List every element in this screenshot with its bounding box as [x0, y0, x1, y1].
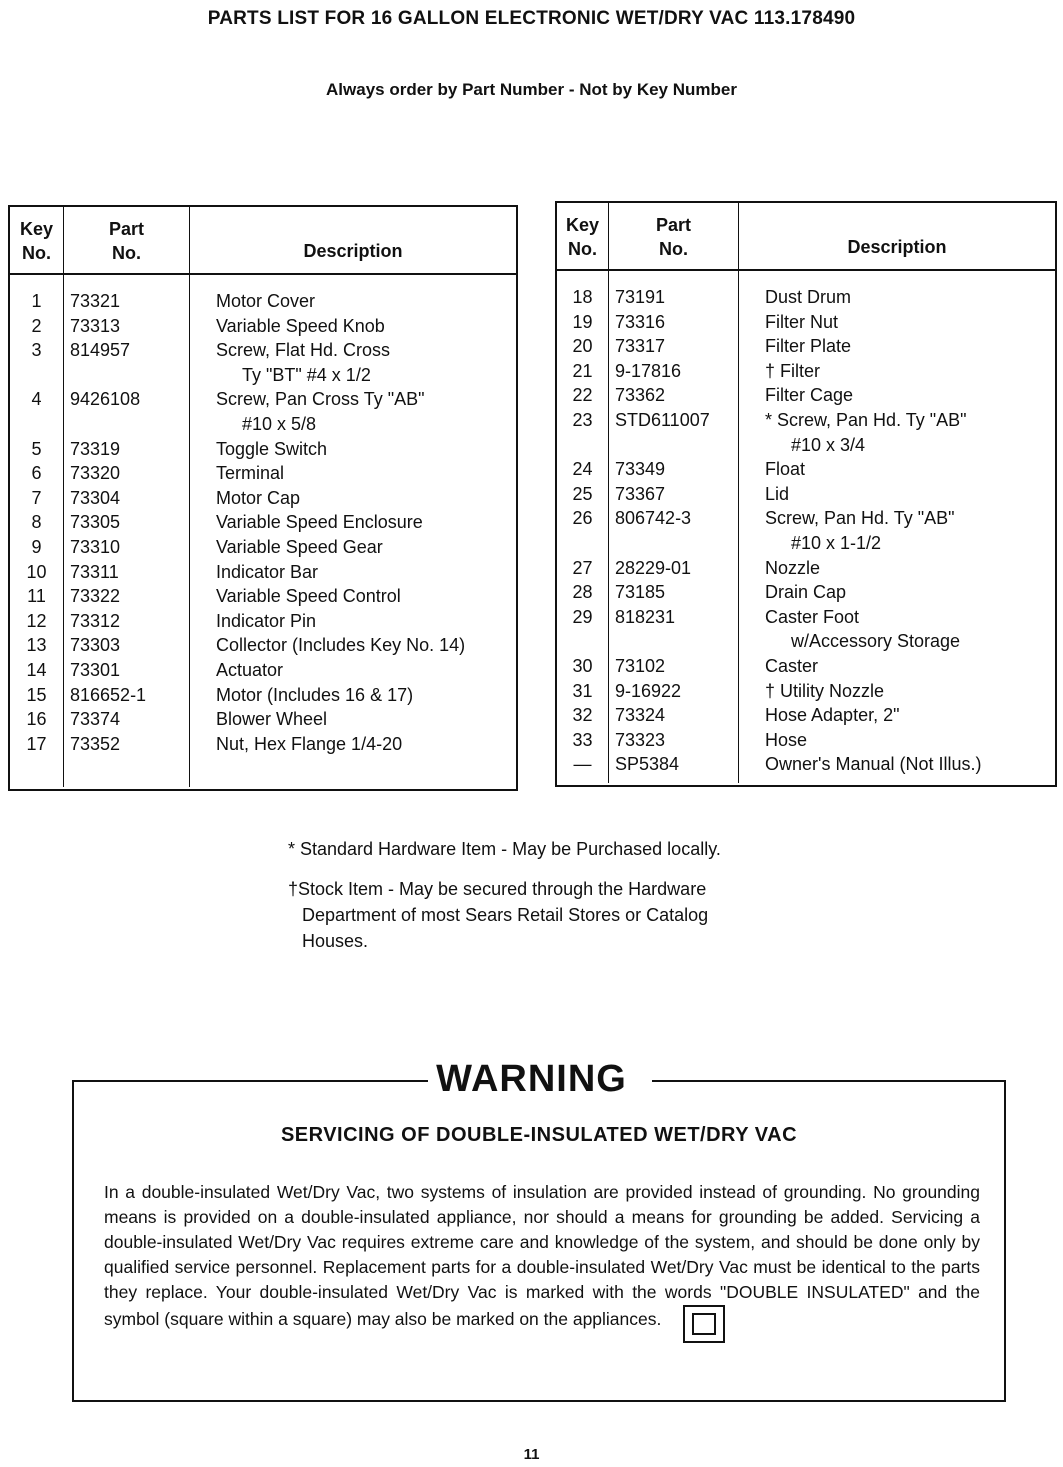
part-number: 806742-3 — [615, 508, 692, 529]
part-description: Filter Nut — [765, 311, 839, 332]
part-description: Nut, Hex Flange 1/4-20 — [216, 733, 403, 754]
key-number — [10, 363, 63, 388]
part-description: Owner's Manual (Not Illus.) — [765, 754, 982, 775]
key-number: 2 — [31, 315, 42, 336]
description-header: Description — [303, 241, 403, 261]
key-number: 14 — [26, 659, 47, 680]
key-number: 31 — [572, 680, 593, 701]
part-number: 73320 — [70, 463, 121, 484]
key-number: 22 — [572, 385, 593, 406]
description-column — [190, 275, 516, 787]
key-number: 3 — [31, 340, 42, 361]
part-description: #10 x 5/8 — [242, 413, 317, 434]
part-number — [64, 412, 189, 437]
part-description: #10 x 3/4 — [791, 434, 866, 455]
part-number: 73324 — [615, 705, 666, 726]
key-number: 16 — [26, 709, 47, 730]
key-number: 11 — [27, 586, 46, 607]
key-no-header: Key No. — [10, 207, 64, 273]
table-header — [10, 207, 516, 275]
part-description: Indicator Bar — [216, 561, 319, 582]
part-description: Drain Cap — [765, 582, 847, 603]
part-description: † Filter — [765, 360, 821, 381]
part-description: † Utility Nozzle — [765, 680, 885, 701]
key-number — [557, 531, 608, 556]
key-number: 13 — [26, 635, 47, 656]
key-number: 10 — [26, 561, 47, 582]
part-description: Lid — [765, 483, 790, 504]
part-description: Variable Speed Control — [216, 586, 401, 607]
part-number: 73102 — [615, 655, 666, 676]
part-number: 9426108 — [70, 389, 141, 410]
part-number: 818231 — [615, 606, 676, 627]
part-number: 814957 — [70, 340, 131, 361]
key-number: 8 — [31, 512, 42, 533]
page-number: 11 — [523, 1446, 540, 1463]
part-number: 73304 — [70, 487, 121, 508]
key-number — [557, 629, 608, 654]
part-no-header: Part No. — [609, 203, 739, 269]
part-description: * Screw, Pan Hd. Ty "AB" — [765, 409, 967, 430]
key-number: 5 — [31, 438, 42, 459]
part-number: 28229-01 — [615, 557, 692, 578]
standard-hardware-note: * Standard Hardware Item - May be Purchased locally. — [288, 839, 721, 859]
key-number: 32 — [572, 705, 593, 726]
key-number: 6 — [31, 463, 42, 484]
part-number — [609, 629, 738, 654]
part-number: 73301 — [70, 659, 121, 680]
part-number: 73323 — [615, 729, 666, 750]
part-description: Filter Cage — [765, 385, 854, 406]
parts-table-left — [8, 205, 518, 791]
part-description: Filter Plate — [765, 336, 852, 357]
part-number: 73367 — [615, 483, 666, 504]
key-number: 33 — [572, 729, 593, 750]
part-number: 73374 — [70, 709, 121, 730]
part-no-header: Part No. — [64, 207, 190, 273]
key-column — [10, 275, 64, 787]
part-column — [609, 271, 739, 783]
key-number: 28 — [572, 582, 593, 603]
key-number: 1 — [31, 291, 42, 311]
part-description: Screw, Pan Hd. Ty "AB" — [765, 508, 955, 529]
part-number: 73316 — [615, 311, 666, 332]
part-number: 73352 — [70, 733, 121, 754]
key-number: 15 — [26, 684, 47, 705]
part-number: 73322 — [70, 586, 121, 607]
key-number: 26 — [572, 508, 593, 529]
footnotes — [288, 836, 798, 954]
part-description: Float — [765, 459, 806, 480]
key-number: 23 — [572, 409, 593, 430]
key-number — [557, 433, 608, 458]
part-description: Blower Wheel — [216, 709, 328, 730]
key-number: 21 — [572, 360, 593, 381]
key-number: 17 — [26, 733, 47, 754]
part-description: #10 x 1-1/2 — [791, 532, 882, 553]
part-description: Actuator — [216, 659, 284, 680]
key-number: 20 — [572, 336, 593, 357]
part-number: 73303 — [70, 635, 121, 656]
part-description: Toggle Switch — [216, 438, 328, 459]
part-number: 73362 — [615, 385, 666, 406]
description-column — [739, 271, 1055, 783]
part-description: Motor (Includes 16 & 17) — [216, 684, 414, 705]
part-description: Variable Speed Gear — [216, 536, 383, 557]
key-number — [10, 412, 63, 437]
key-number: 7 — [31, 487, 42, 508]
part-number: 73311 — [70, 561, 119, 582]
table-header — [557, 203, 1055, 271]
part-number: 73185 — [615, 582, 666, 603]
part-description: Indicator Pin — [216, 610, 317, 631]
parts-table-right — [555, 201, 1057, 787]
part-description: Variable Speed Knob — [216, 315, 385, 336]
warning-title: WARNING — [436, 1058, 627, 1100]
page-title: PARTS LIST FOR 16 GALLON ELECTRONIC WET/DRY VAC 113.178490 — [207, 8, 856, 29]
part-number — [609, 433, 738, 458]
part-description: Screw, Flat Hd. Cross — [216, 340, 391, 361]
part-number — [64, 363, 189, 388]
part-number: SP5384 — [615, 754, 680, 775]
key-no-header: Key No. — [557, 203, 609, 269]
key-number: 4 — [31, 389, 42, 410]
part-number: 73313 — [70, 315, 121, 336]
part-description: Ty "BT" #4 x 1/2 — [242, 364, 371, 385]
part-number: 73321 — [70, 291, 121, 311]
part-number: 9-16922 — [615, 680, 682, 701]
part-description: Screw, Pan Cross Ty "AB" — [216, 389, 425, 410]
part-description: Variable Speed Enclosure — [216, 512, 423, 533]
part-number: 73310 — [70, 536, 121, 557]
part-number — [609, 531, 738, 556]
part-description: w/Accessory Storage — [791, 631, 961, 652]
part-description: Motor Cap — [216, 487, 301, 508]
part-number: STD611007 — [615, 409, 710, 430]
key-number: — — [573, 754, 592, 775]
double-insulated-symbol-icon — [683, 1305, 725, 1343]
key-number: 25 — [572, 483, 593, 504]
key-number: 27 — [572, 557, 593, 578]
key-column — [557, 271, 609, 783]
key-number: 12 — [26, 610, 47, 631]
part-number: 73305 — [70, 512, 121, 533]
warning-body: In a double-insulated Wet/Dry Vac, two systems of insulation are provided instead of grounding. No grounding means is provided on a double-insulated appliance, nor should a means for grounding be added. Servicing a double-insulated Wet/Dry Vac requires extreme care and knowledge of the system, and should be done only by qualified service personnel. Replacement parts for a double-insulated Wet/Dry Vac must be identical to the parts they replace. Your double-insulated Wet/Dry Vac is marked with the words "DOUBLE INSULATED" and the symbol (square within a square) may also be marked on the appliances. — [104, 1180, 980, 1343]
warning-subtitle: SERVICING OF DOUBLE-INSULATED WET/DRY VAC — [280, 1124, 798, 1146]
description-header: Description — [847, 237, 947, 257]
key-number: 24 — [572, 459, 593, 480]
key-number: 19 — [572, 311, 593, 332]
part-description: Collector (Includes Key No. 14) — [216, 635, 466, 656]
part-description: Hose — [765, 729, 808, 750]
part-number: 73349 — [615, 459, 666, 480]
part-number: 73319 — [70, 438, 121, 459]
part-number: 73191 — [615, 287, 666, 307]
part-number: 816652-1 — [70, 684, 147, 705]
key-number: 29 — [572, 606, 593, 627]
part-description: Terminal — [216, 463, 285, 484]
part-description: Caster Foot — [765, 606, 860, 627]
part-description: Nozzle — [765, 557, 821, 578]
part-number: 73312 — [70, 610, 121, 631]
part-number: 73317 — [615, 336, 666, 357]
stock-item-note: †Stock Item - May be secured through the Hardware Department of most Sears Retail Stores or Catalog Houses. — [288, 879, 709, 951]
part-description: Hose Adapter, 2" — [765, 705, 900, 726]
key-number: 9 — [31, 536, 42, 557]
part-description: Dust Drum — [765, 287, 852, 307]
part-description: Caster — [765, 655, 819, 676]
order-instruction: Always order by Part Number - Not by Key Number — [326, 80, 737, 99]
key-number: 18 — [572, 287, 593, 307]
part-number: 9-17816 — [615, 360, 682, 381]
part-column — [64, 275, 190, 787]
key-number: 30 — [572, 655, 593, 676]
part-description: Motor Cover — [216, 291, 316, 311]
